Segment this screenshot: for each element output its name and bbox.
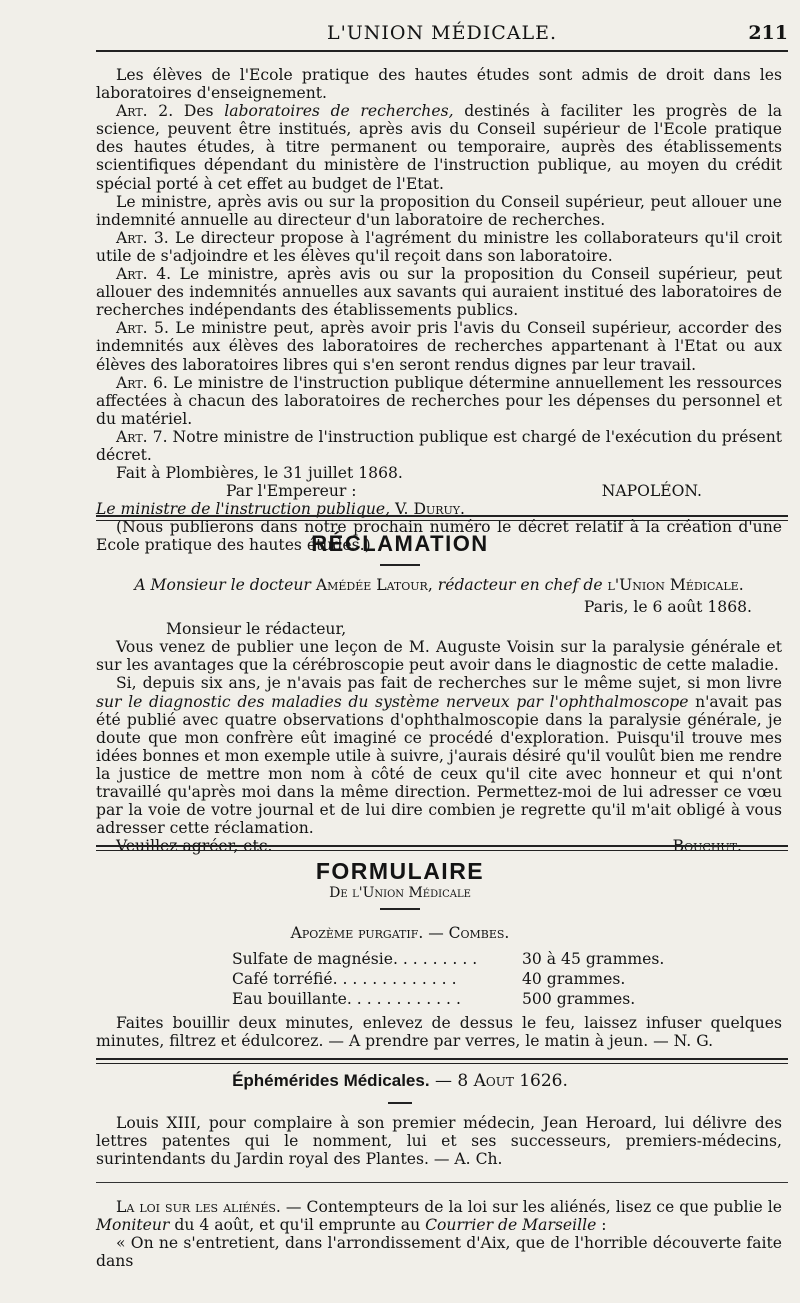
journal-title: L'UNION MÉDICALE.	[326, 22, 558, 44]
page-header	[96, 16, 788, 50]
section-divider	[96, 845, 788, 851]
recipe-row: Café torréfié. . . . . . . . . . . . . 40 grammes.	[232, 970, 626, 988]
decree-article-6: Art. 6. Le ministre de l'instruction publique détermine annuellement les ressources affectées à chacun des laboratoires de recherches pour les dépenses du personnel et du matériel.	[96, 373, 782, 428]
ephemerides-heading: Éphémérides Médicales. — 8 Aout 1626.	[232, 1071, 568, 1091]
decree-article-5: Art. 5. Le ministre peut, après avoir pris l'avis du Conseil supérieur, accorder des indemnités aux élèves des laboratoires de recherches appartenant à l'Etat ou aux élèves des laboratoires libres qui s'en seront rendus dignes par leur travail.	[96, 319, 782, 374]
formulaire-subheading: De l'Union Médicale	[329, 885, 471, 901]
heading-dash	[388, 1102, 412, 1104]
section-divider	[96, 515, 788, 521]
napoleon-signature: NAPOLÉON.	[601, 482, 702, 501]
header-rule	[96, 50, 788, 52]
loi-alienes-section: La loi sur les aliénés. — Contempteurs de la loi sur les aliénés, lisez ce que publie le Moniteur du 4 août, et qu'il emprunte au Courrier de Marseille : « On ne s'entretient, dans l'arrondissement d'Aix, que de l'horrible découverte faite dans	[96, 1198, 782, 1271]
decree-article-4: Art. 4. Le ministre, après avis ou sur la proposition du Conseil supérieur, peut allouer des indemnités annuelles aux savants qui auraient institué des laboratoires de recherches indépendants des établissements publics.	[96, 265, 783, 320]
recipe-title: Apozème purgatif. — Combes.	[290, 924, 510, 942]
heading-dash	[380, 564, 420, 566]
ephemerides-text: Louis XIII, pour complaire à son premier médecin, Jean Heroard, lui délivre des lettres patentes qui le nomment, lui et ses successeurs, premiers-médecins, surintendants du Jardin royal des Plantes. — A. Ch.	[96, 1114, 782, 1169]
recipe-ingredients	[232, 949, 722, 1009]
addressee-line: A Monsieur le docteur Amédée Latour, rédacteur en chef de l'Union Médicale.	[134, 576, 744, 594]
decree-signatures	[96, 482, 782, 500]
minister-signature: Le ministre de l'instruction publique, V. Duruy.	[96, 500, 466, 519]
closing-text: Veuillez agréer, etc.	[116, 837, 273, 856]
reclamation-paragraph: Vous venez de publier une leçon de M. Auguste Voisin sur la paralysie générale et sur les avantages que la cérébroscopie peut avoir dans le diagnostic de cette maladie.	[96, 638, 782, 675]
salutation: Monsieur le rédacteur,	[166, 620, 347, 639]
decree-paragraph: Le ministre, après avis ou sur la proposition du Conseil supérieur, peut allouer une indemnité annuelle au directeur d'un laboratoire de recherches.	[96, 192, 782, 229]
decree-note: (Nous publierons dans notre prochain numéro le décret relatif à la création d'une Ecole pratique des hautes études.)	[96, 518, 782, 555]
section-divider	[96, 1182, 788, 1183]
section-divider	[96, 1058, 788, 1064]
decree-paragraph: Les élèves de l'Ecole pratique des hautes études sont admis de droit dans les laboratoires d'enseignement.	[96, 66, 782, 103]
reclamation-section	[96, 576, 782, 855]
decree-section	[96, 66, 782, 555]
decree-article-7: Art. 7. Notre ministre de l'instruction publique est chargé de l'exécution du présent décret.	[96, 427, 783, 464]
reclamation-paragraph: Si, depuis six ans, je n'avais pas fait de recherches sur le même sujet, si mon livre sur le diagnostic des maladies du système nerveux par l'ophthalmoscope n'avait pas été publié avec quatre observations d'ophthalmoscopie dans la paralysie générale, je doute que mon confrère eût imaginé ce procédé d'exploration. Puisqu'il trouve mes idées bonnes et mon exemple utile à suivre, j'aurais désiré qu'il voulût bien me rendre la justice de mettre mon nom à côté de ceux qu'il cite avec honneur et qui n'ont travaillé qu'après moi dans la même direction. Permettez-moi de lui adresser ce vœu par la voie de votre journal et de lui dire combien je regrette qu'il m'ait obligé à vous adresser cette réclamation.	[96, 674, 782, 838]
recipe-instructions: Faites bouillir deux minutes, enlevez de dessus le feu, laissez infuser quelques minutes, filtrez et édulcorez. — A prendre par verres, le matin à jeun. — N. G.	[96, 1014, 782, 1051]
heading-dash	[380, 908, 420, 910]
recipe-row: Eau bouillante. . . . . . . . . . . . 500 grammes.	[232, 990, 636, 1008]
page-number: 211	[748, 22, 788, 44]
decree-article-2: Art. 2. Des laboratoires de recherches, destinés à faciliter les progrès de la science, peuvent être institués, après avis du Conseil supérieur de l'Ecole pratique des hautes études, à titre permanent ou temporaire, auprès des établissements scientifiques dépendant du ministère de l'instruction publique, au moyen du crédit spécial porté à cet effet au budget de l'Etat.	[96, 102, 783, 193]
recipe-row: Sulfate de magnésie. . . . . . . . . 30 à 45 grammes.	[232, 950, 665, 968]
par-empereur: Par l'Empereur :	[226, 482, 357, 501]
decree-article-3: Art. 3. Le directeur propose à l'agrément du ministre les collaborateurs qu'il croit utile de s'adjoindre et les élèves qu'il reçoit dans son laboratoire.	[96, 228, 782, 265]
formulaire-heading: FORMULAIRE	[315, 858, 485, 884]
place-date: Paris, le 6 août 1868.	[583, 598, 752, 617]
signature-bouchut: Bouchut.	[672, 837, 742, 856]
reclamation-heading: RÉCLAMATION	[311, 531, 489, 556]
decree-date: Fait à Plombières, le 31 juillet 1868.	[116, 464, 403, 483]
